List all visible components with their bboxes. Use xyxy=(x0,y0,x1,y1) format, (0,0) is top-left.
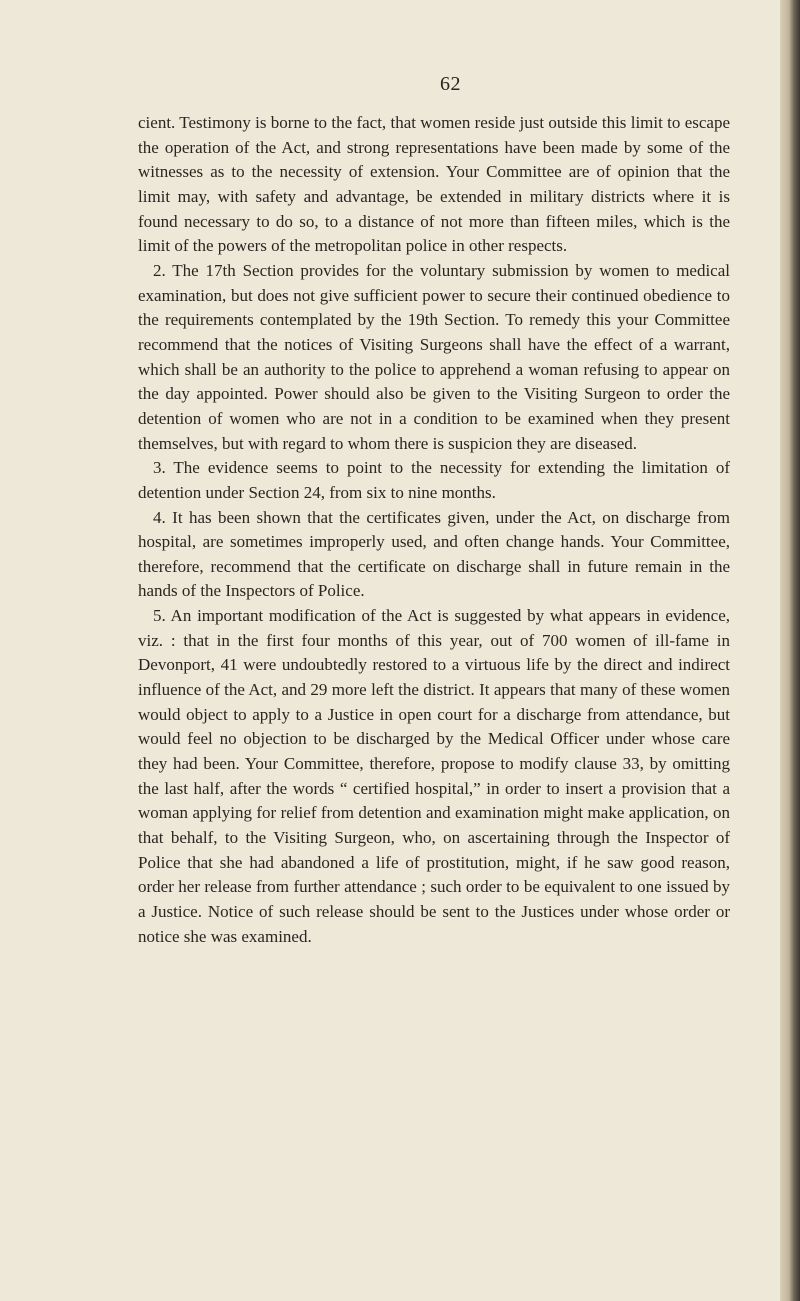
body-text xyxy=(138,111,730,949)
book-spine-edge xyxy=(780,0,800,1301)
paragraph-section-17: 2. The 17th Section provides for the voluntary submission by women to medical examination, but does not give sufficient power to secure their continued obedience to the requirements contemplated by the 19th Section. To remedy this your Committee recommend that the notices of Visiting Surgeons shall have the effect of a warrant, which shall be an authority to the police to apprehend a woman refusing to appear on the day appointed. Power should also be given to the Visiting Surgeon to order the detention of women who are not in a condition to be examined when they present themselves, but with regard to whom there is suspicion they are diseased. xyxy=(138,260,730,453)
paragraph-modification: 5. An important modification of the Act is suggested by what appears in evidence, viz. : that in the first four months of this year, out of 700 women of ill-fame in Devonport, 41 were undoubtedly restored to a virtuous life by the direct and indirect influence of the Act, and 29 more left the district. It appears that many of these women would object to apply to a Justice in open court for a discharge from attendance, but would feel no objection to be discharged by the Medical Officer under whose care they had been. Your Committee, therefore, propose to modify clause 33, by omitting the last half, after the words “ certified hospital,” in order to insert a provision that a woman applying for relief from detention and examination might make application, on that behalf, to the Visiting Surgeon, who, on ascertaining through the Inspector of Police that she had abandoned a life of prostitution, might, if he saw good reason, order her release from further attendance ; such order to be equivalent to one issued by a Justice. Notice of such release should be sent to the Justices under whose order or notice she was examined. xyxy=(138,606,730,946)
page-number: 62 xyxy=(440,73,461,95)
paragraph-detention-limit: 3. The evidence seems to point to the necessity for extending the limitation of detention under Section 24, from six to nine months. xyxy=(138,458,730,502)
paragraph-continuation: cient. Testimony is borne to the fact, that women reside just outside this limit to escape the operation of the Act, and strong representations have been made by some of the witnesses as to the necessity of extension. Your Committee are of opinion that the limit may, with safety and advantage, be extended in military districts where it is found necessary to do so, to a distance of not more than fifteen miles, which is the limit of the powers of the metropolitan police in other respects. xyxy=(138,113,730,256)
paragraph-certificates: 4. It has been shown that the certificates given, under the Act, on discharge from hospital, are sometimes improperly used, and often change hands. Your Committee, therefore, recommend that the certificate on discharge shall in future remain in the hands of the Inspectors of Police. xyxy=(138,507,730,601)
